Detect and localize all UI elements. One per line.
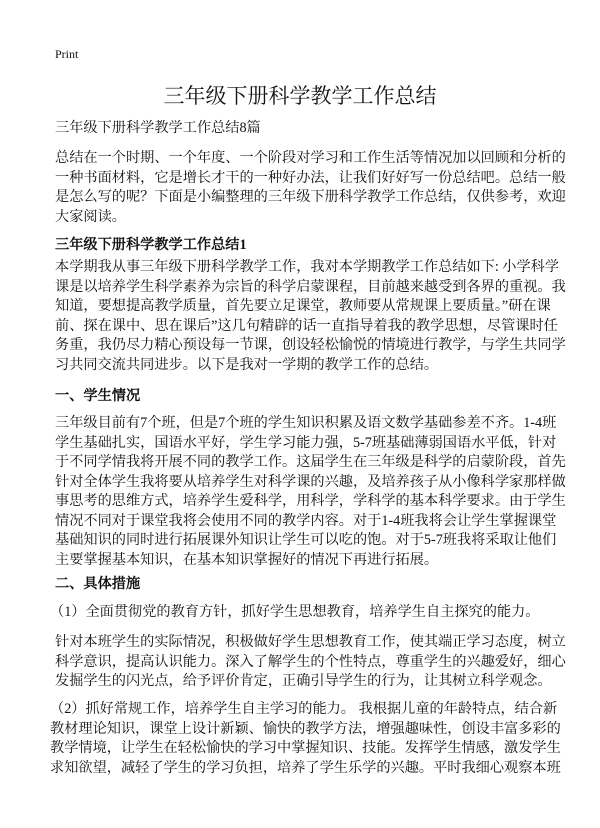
paragraph-students [55,414,566,570]
heading-measures: 二、具体措施 [55,576,141,592]
text-line: 教学情境，让学生在轻松愉快的学习中掌握知识、技能。发挥学生情感，激发学生 [50,740,561,756]
text-line: 是怎么写的呢？下面是小编整理的三年级下册科学教学工作总结，仅供参考，欢迎 [55,189,566,205]
text-line: 情况不同对于课堂我将会使用不同的教学内容。对于1-4班我将会让学生掌握课堂 [55,512,557,529]
paragraph-measure-2 [50,700,561,778]
text-line: 习共同交流共同进步。以下是我对一学期的教学工作的总结。 [55,356,439,373]
text-line: 于不同学情我将开展不同的教学工作。这届学生在三年级是科学的启蒙阶段，首先 [55,454,566,470]
heading-student-situation: 一、学生情况 [55,388,141,404]
text-line: 课是以培养学生科学素养为宗旨的科学启蒙课程，目前越来越受到各界的重视。我 [55,278,566,295]
text-line: 前、探在课中、思在课后”这几句精辟的话一直指导着我的教学思想，尽管课时任 [55,317,558,334]
text-line: 大家阅读。 [55,208,126,225]
text-line: 针对本班学生的实际情况，积极做好学生思想教育工作，使其端正学习态度，树立 [55,634,566,650]
text-line: 知道，要想提高教学质量，首先要立足课堂，教师要从常规课上要质量。”研在课 [55,298,551,314]
text-line: 求知欲望，减轻了学生的学习负担，培养了学生乐学的兴趣。平时我细心观察本班 [50,759,561,776]
intro-paragraph [55,149,566,227]
text-line: （2）抓好常规工作，培养学生自主学习的能力。 我根据儿童的年龄特点，结合新 [50,701,558,717]
text-line: 三年级目前有7个班，但是7个班的学生知识积累及语文数学基础参差不齐。1-4班 [55,415,557,431]
text-line: 教材理论知识，课堂上设计新颖、愉快的教学方法，增强趣味性，创设丰富多彩的 [50,720,561,737]
print-link[interactable]: Print [55,47,79,61]
measure-1-title: （1）全面贯彻党的教育方针，抓好学生思想教育，培养学生自主探究的能力。 [50,604,540,620]
section-heading-1: 三年级下册科学教学工作总结1 [55,237,247,253]
text-line: 主要掌握基本知识，在基本知识掌握好的情况下再进行拓展。 [55,551,439,568]
paragraph-measure-1 [55,633,566,692]
text-line: 学生基础扎实，国语水平好，学生学习能力强，5-7班基础薄弱国语水平低，针对 [55,434,557,451]
text-line: 总结在一个时期、一个年度、一个阶段对学习和工作生活等情况加以回顾和分析的 [55,150,566,166]
text-line: 针对全体学生我将要从培养学生对科学课的兴趣，及培养孩子从小像科学家那样做 [55,473,566,490]
text-line: 一种书面材料，它是增长才干的一种好办法，让我们好好写一份总结吧。总结一般 [55,169,566,186]
text-line: 务重，我仍尽力精心预设每一节课，创设轻松愉悦的情境进行教学，与学生共同学 [55,337,566,353]
subtitle: 三年级下册科学教学工作总结8篇 [55,120,261,136]
text-line: 发掘学生的闪光点，给予评价肯定，正确引导学生的行为，让其树立科学观念。 [55,673,552,689]
text-line: 事思考的思维方式，培养学生爱科学，用科学，学科学的基本科学要求。由于学生 [55,493,566,509]
text-line: 本学期我从事三年级下册科学教学工作，我对本学期教学工作总结如下: 小学科学 [55,259,560,275]
text-line: 科学意识，提高认识能力。深入了解学生的个性特点，尊重学生的兴趣爱好，细心 [55,653,566,670]
text-line: 基础知识的同时进行拓展课外知识让学生可以吃的饱。对于5-7班我将采取让他们 [55,532,557,548]
page-title: 三年级下册科学教学工作总结 [163,85,437,108]
paragraph-overview [55,258,566,375]
